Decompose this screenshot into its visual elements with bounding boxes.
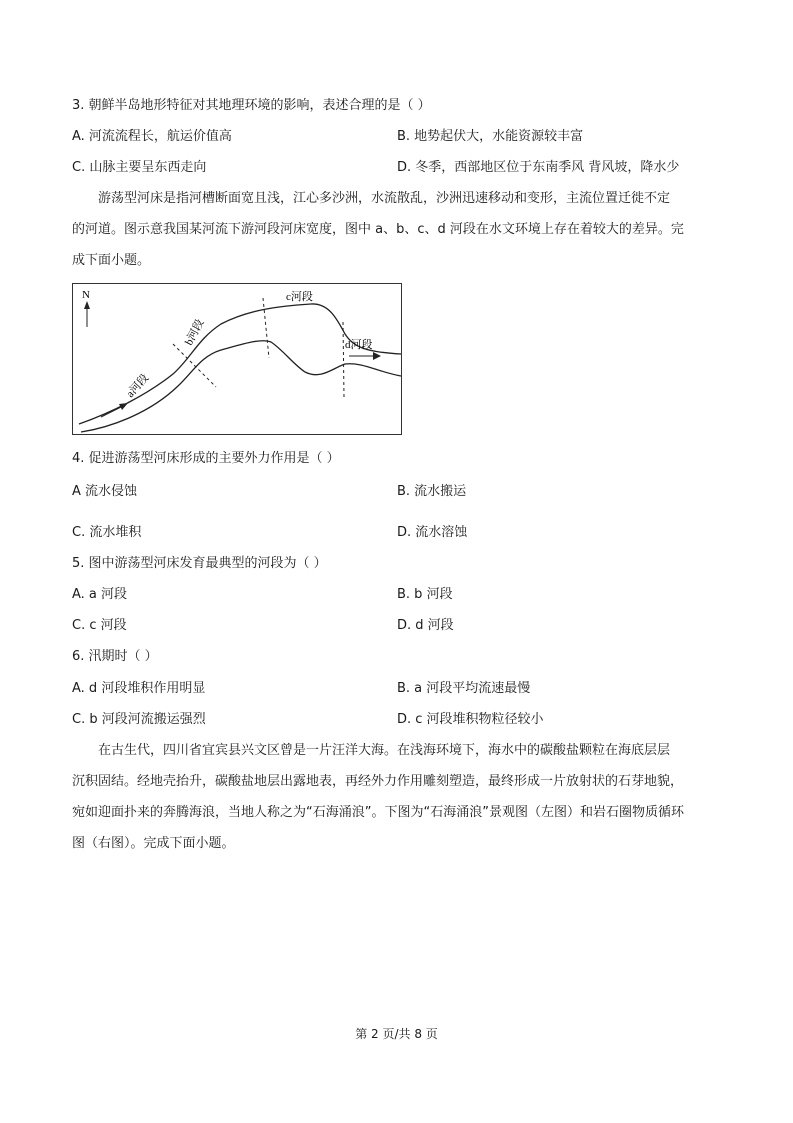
flow-arrow-icon	[349, 352, 381, 360]
intro2-line4: 图（右图）。完成下面小题。	[72, 836, 235, 851]
q6-stem: 6. 汛期时（ ）	[72, 649, 158, 664]
q3-option-b[interactable]: B. 地势起伏大，水能资源较丰富	[397, 129, 584, 144]
divider-bc	[263, 298, 269, 358]
intro2-line1: 在古生代，四川省宜宾县兴文区曾是一片汪洋大海。在浅海环境下，海水中的碳酸盐颗粒在海底层层	[98, 743, 671, 758]
page-footer: 第 2 页/共 8 页	[355, 1027, 438, 1041]
q6-option-c[interactable]: C. b 河段河流搬运强烈	[72, 712, 206, 727]
q4-option-a[interactable]: A 流水侵蚀	[72, 484, 138, 499]
north-arrow-icon	[84, 301, 90, 327]
north-label: N	[82, 289, 90, 301]
section-c-label: c河段	[286, 291, 313, 303]
q3-option-a[interactable]: A. 河流流程长，航运价值高	[72, 129, 232, 144]
q5-stem: 5. 图中游荡型河床发育最典型的河段为（ ）	[72, 556, 327, 571]
intro2-line3: 宛如迎面扑来的奔腾海浪，当地人称之为“石海涌浪”。下图为“石海涌浪”景观图（左图）和岩石圈物质循环	[72, 805, 684, 820]
q3-option-d[interactable]: D. 冬季，西部地区位于东南季风 背风坡，降水少	[397, 160, 680, 175]
q6-option-b[interactable]: B. a 河段平均流速最慢	[397, 681, 531, 696]
river-figure	[72, 283, 402, 435]
q5-option-d[interactable]: D. d 河段	[397, 618, 454, 633]
intro2-line2: 沉积固结。经地壳抬升，碳酸盐地层出露地表，再经外力作用雕刻塑造，最终形成一片放射状的石芽地貌，	[72, 774, 684, 789]
q4-option-b[interactable]: B. 流水搬运	[397, 484, 467, 499]
q4-stem: 4. 促进游荡型河床形成的主要外力作用是（ ）	[72, 451, 340, 466]
section-b-label: b河段	[183, 317, 207, 348]
q5-option-a[interactable]: A. a 河段	[72, 587, 128, 602]
q6-option-a[interactable]: A. d 河段堆积作用明显	[72, 681, 206, 696]
intro1-line3: 成下面小题。	[72, 253, 151, 268]
q4-option-c[interactable]: C. 流水堆积	[72, 525, 142, 540]
section-a-label: a河段	[124, 371, 152, 401]
intro1-line1: 游荡型河床是指河槽断面宽且浅，江心多沙洲，水流散乱，沙洲迅速移动和变形，主流位置迁徙不定	[98, 191, 671, 206]
q5-option-b[interactable]: B. b 河段	[397, 587, 453, 602]
q3-stem: 3. 朝鲜半岛地形特征对其地理环境的影响，表述合理的是（ ）	[72, 98, 431, 113]
intro1-line2: 的河道。图示意我国某河流下游河段河床宽度，图中 a、b、c、d 河段在水文环境上存在着较大的差异。完	[72, 222, 684, 237]
section-d-label: d河段	[345, 339, 373, 351]
q6-option-d[interactable]: D. c 河段堆积物粒径较小	[397, 712, 544, 727]
q3-option-c[interactable]: C. 山脉主要呈东西走向	[72, 160, 207, 175]
q4-option-d[interactable]: D. 流水溶蚀	[397, 525, 468, 540]
divider-cd	[343, 322, 344, 397]
flow-arrow-icon	[101, 403, 128, 417]
q5-option-c[interactable]: C. c 河段	[72, 618, 127, 633]
